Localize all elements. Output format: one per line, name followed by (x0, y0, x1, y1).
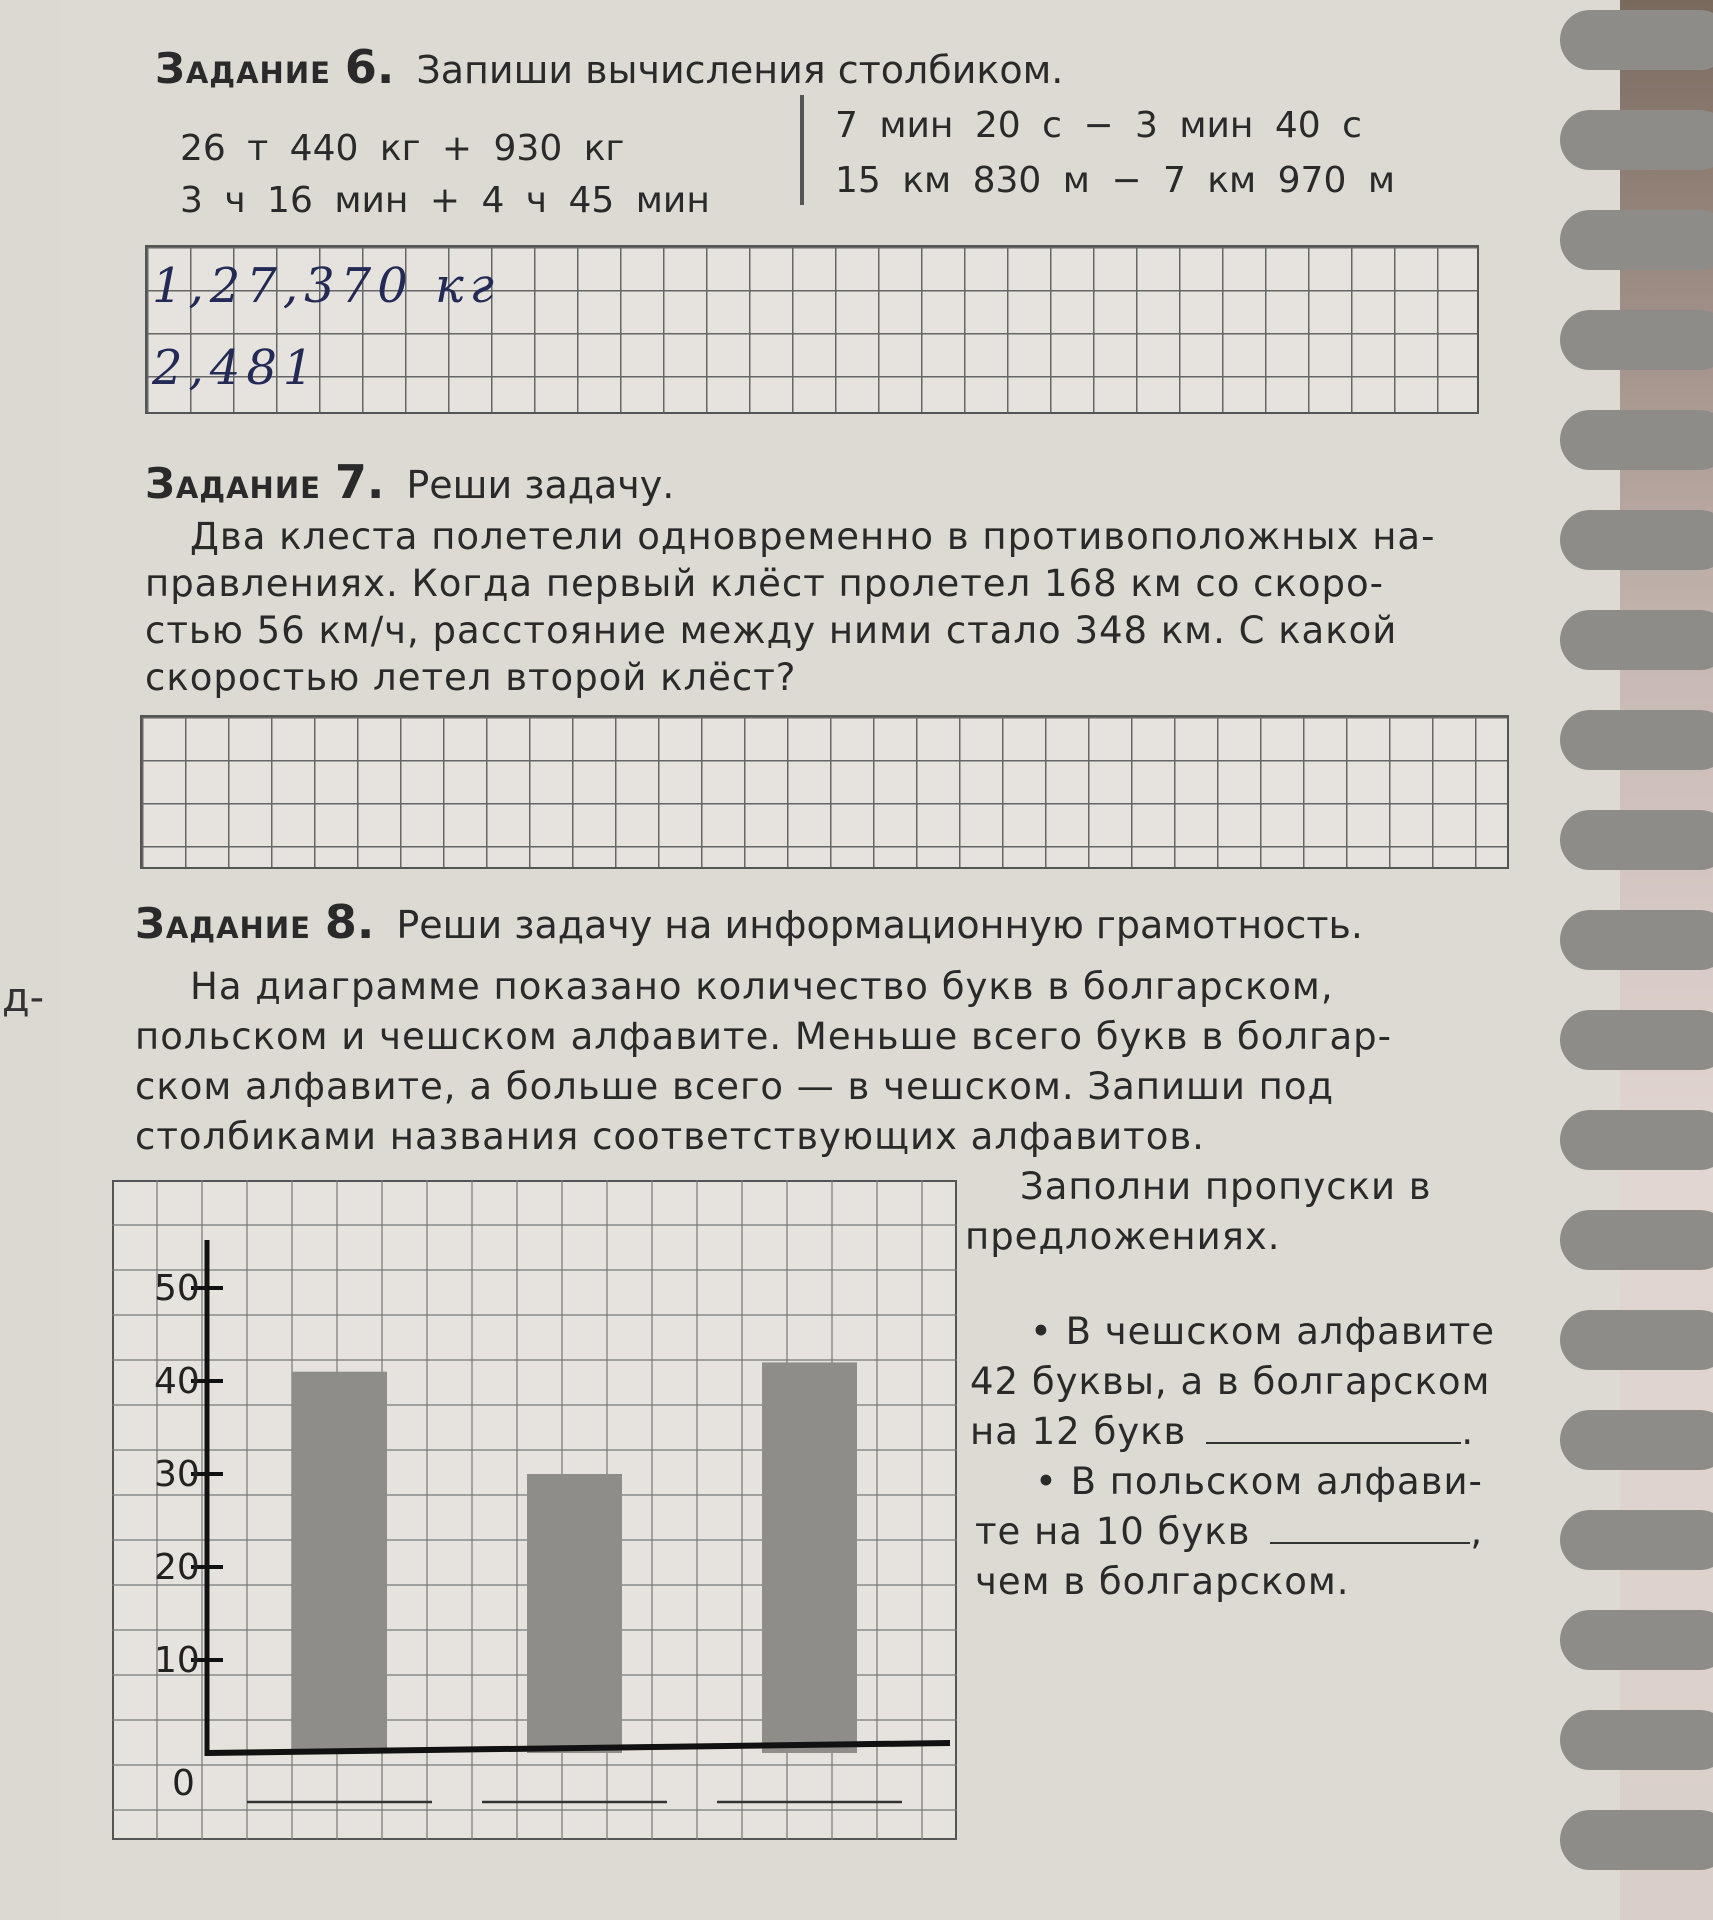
bar-chart (112, 1180, 957, 1840)
answer-blank[interactable] (1206, 1434, 1461, 1444)
task6-expression: 7 мин 20 с − 3 мин 40 с (835, 105, 1362, 146)
task8-heading (135, 895, 1363, 949)
task8-text-line: ском алфавите, а больше всего — в чешском. Запиши под (135, 1065, 1335, 1108)
task6-expression: 3 ч 16 мин + 4 ч 45 мин (180, 180, 710, 221)
left-page-fragment: д- (2, 975, 45, 1021)
task6-word: Задание (155, 44, 331, 93)
y-tick-label: 40 (154, 1361, 200, 1402)
handwritten-answer: 1,27,370 кг (152, 258, 500, 314)
spiral-ring (1560, 1110, 1713, 1170)
chart-bar (292, 1372, 387, 1753)
spiral-ring (1560, 310, 1713, 370)
task6-instruction: Запиши вычисления столбиком. (416, 48, 1064, 92)
task8-text-line: столбиками названия соответствующих алфавитов. (135, 1115, 1205, 1158)
task7-instruction: Реши задачу. (406, 463, 675, 507)
task8-number: 8. (324, 895, 375, 949)
spiral-ring (1560, 610, 1713, 670)
task8-word: Задание (135, 899, 311, 948)
task7-text-line: Два клеста полетели одновременно в противоположных на- (190, 515, 1436, 558)
spiral-ring (1560, 110, 1713, 170)
task7-number: 7. (334, 455, 385, 509)
y-tick-label: 20 (154, 1547, 200, 1588)
y-tick-label: 0 (172, 1763, 195, 1804)
fill-in-heading: Заполни пропуски в (1020, 1165, 1432, 1208)
fill-in-heading: предложениях. (965, 1215, 1281, 1258)
spiral-ring (1560, 1610, 1713, 1670)
spiral-ring (1560, 710, 1713, 770)
workbook-page (60, 0, 1620, 1920)
spiral-ring (1560, 910, 1713, 970)
spiral-ring (1560, 510, 1713, 570)
task7-heading (145, 455, 674, 509)
spiral-ring (1560, 1510, 1713, 1570)
chart-bar (762, 1362, 857, 1753)
bullet-line: чем в болгарском. (975, 1560, 1350, 1603)
task7-text-line: стью 56 км/ч, расстояние между ними стало 348 км. С какой (145, 609, 1398, 652)
punctuation: , (1470, 1510, 1484, 1553)
task7-answer-grid[interactable] (140, 715, 1509, 869)
spiral-ring (1560, 810, 1713, 870)
task6-expression: 26 т 440 кг + 930 кг (180, 128, 625, 169)
spiral-ring (1560, 1710, 1713, 1770)
spiral-ring (1560, 210, 1713, 270)
left-page-edge (0, 0, 60, 1920)
bullet-line: • В чешском алфавите (1030, 1310, 1496, 1353)
handwritten-answer: 2,481 (152, 340, 320, 396)
y-tick-label: 10 (154, 1640, 200, 1681)
punctuation: . (1461, 1410, 1475, 1453)
task6-heading (155, 40, 1063, 94)
bullet-line: • В польском алфави- (1035, 1460, 1483, 1503)
answer-blank[interactable] (1270, 1534, 1470, 1544)
spiral-ring (1560, 1810, 1713, 1870)
spiral-ring (1560, 1210, 1713, 1270)
task6-expression: 15 км 830 м − 7 км 970 м (835, 160, 1395, 201)
task6-divider (800, 95, 804, 205)
bullet-line (970, 1410, 1474, 1453)
task7-text-line: правлениях. Когда первый клёст пролетел 168 км со скоро- (145, 562, 1384, 605)
spiral-ring (1560, 10, 1713, 70)
spiral-ring (1560, 1410, 1713, 1470)
chart-bar (527, 1474, 622, 1753)
y-tick-label: 50 (154, 1268, 200, 1309)
bullet-text: на 12 букв (970, 1410, 1187, 1453)
bullet-text: те на 10 букв (975, 1510, 1251, 1553)
task8-text-line: польском и чешском алфавите. Меньше всего букв в болгар- (135, 1015, 1392, 1058)
y-tick-label: 30 (154, 1454, 200, 1495)
bullet-line (975, 1510, 1483, 1553)
spiral-ring (1560, 410, 1713, 470)
bullet-line: 42 буквы, а в болгарском (970, 1360, 1491, 1403)
task8-text-line: На диаграмме показано количество букв в болгарском, (190, 965, 1334, 1008)
spiral-ring (1560, 1310, 1713, 1370)
spiral-ring (1560, 1010, 1713, 1070)
task6-number: 6. (344, 40, 395, 94)
task7-text-line: скоростью летел второй клёст? (145, 656, 797, 699)
task8-instruction: Реши задачу на информационную грамотность. (396, 903, 1363, 947)
task7-word: Задание (145, 459, 321, 508)
